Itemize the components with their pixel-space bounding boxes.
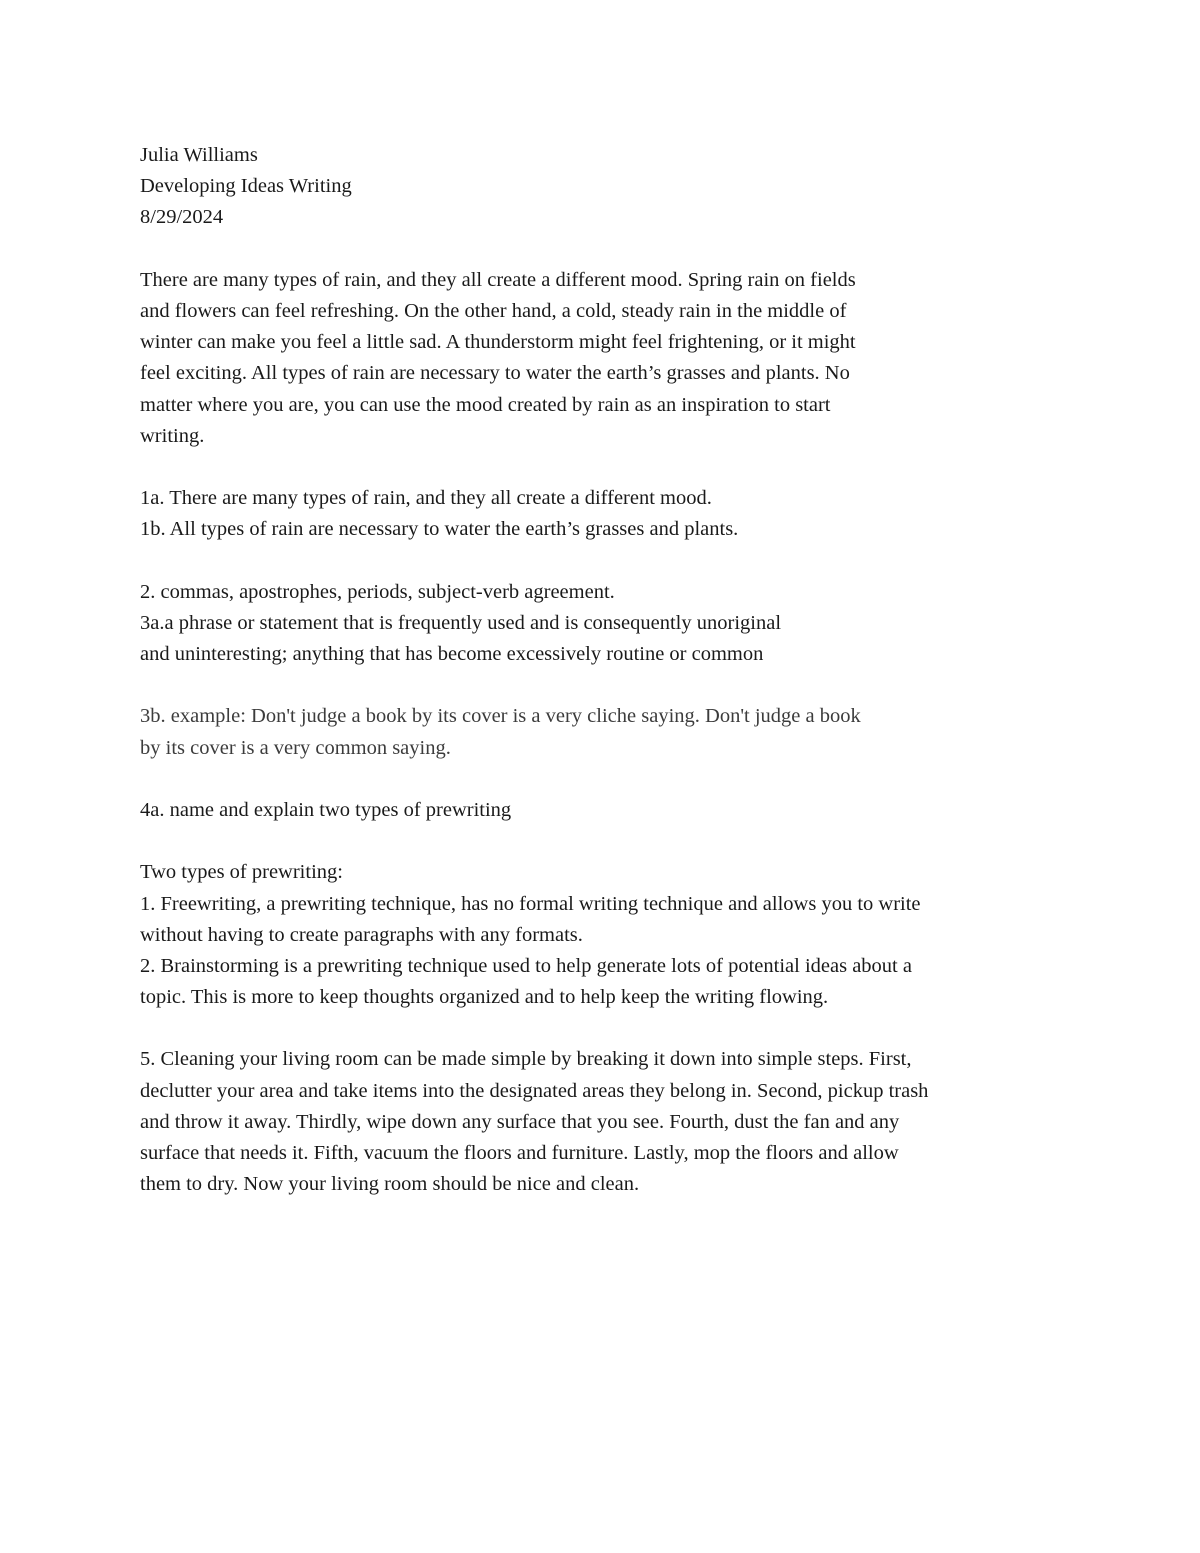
paragraph-line: winter can make you feel a little sad. A thunderstorm might feel frightening, or it might: [140, 331, 856, 354]
paragraph-line: There are many types of rain, and they all create a different mood. Spring rain on fields: [140, 268, 856, 291]
answer-1a: 1a. There are many types of rain, and they all create a different mood.: [140, 487, 712, 510]
prewriting-item: 1. Freewriting, a prewriting technique, has no formal writing technique and allows you to write: [140, 892, 921, 915]
spacer: [140, 234, 1070, 265]
answer-5-line: declutter your area and take items into the designated areas they belong in. Second, pickup trash: [140, 1079, 929, 1102]
course-title: Developing Ideas Writing: [140, 175, 352, 198]
answers-1: [140, 483, 1070, 545]
answer-5-line: them to dry. Now your living room should be nice and clean.: [140, 1173, 640, 1196]
paragraph-line: matter where you are, you can use the mood created by rain as an inspiration to start: [140, 393, 831, 416]
prewriting-item: topic. This is more to keep thoughts organized and to help keep the writing flowing.: [140, 986, 829, 1009]
answer-2: 2. commas, apostrophes, periods, subject-verb agreement.: [140, 580, 615, 603]
answer-3b: [140, 701, 1070, 763]
paragraph-line: and flowers can feel refreshing. On the other hand, a cold, steady rain in the middle of: [140, 299, 847, 322]
prewriting-item: without having to create paragraphs with any formats.: [140, 923, 583, 946]
answers-2-3a: [140, 577, 1070, 671]
spacer: [140, 764, 1070, 795]
answer-3a: 3a.a phrase or statement that is frequently used and is consequently unoriginal: [140, 611, 782, 634]
answer-4a: 4a. name and explain two types of prewriting: [140, 798, 512, 821]
spacer: [140, 545, 1070, 576]
prewriting-item: 2. Brainstorming is a prewriting technique used to help generate lots of potential ideas about a: [140, 954, 912, 977]
spacer: [140, 452, 1070, 483]
spacer: [140, 826, 1070, 857]
spacer: [140, 670, 1070, 701]
paragraph-line: writing.: [140, 424, 205, 447]
answer-3b-line: by its cover is a very common saying.: [140, 736, 451, 759]
document-date: 8/29/2024: [140, 206, 224, 229]
intro-paragraph: [140, 265, 1070, 452]
answer-5-line: and throw it away. Thirdly, wipe down any surface that you see. Fourth, dust the fan and any: [140, 1110, 900, 1133]
author-name: Julia Williams: [140, 144, 258, 166]
answer-3b-line: 3b. example: Don't judge a book by its cover is a very cliche saying. Don't judge a book: [140, 705, 861, 728]
spacer: [140, 1013, 1070, 1044]
prewriting-heading: Two types of prewriting:: [140, 861, 343, 884]
header-block: [140, 140, 1070, 234]
answer-3a-continued: and uninteresting; anything that has become excessively routine or common: [140, 643, 764, 665]
document-body: [140, 140, 1070, 1200]
prewriting-list: [140, 857, 1070, 1013]
paragraph-line: feel exciting. All types of rain are necessary to water the earth’s grasses and plants. No: [140, 362, 850, 385]
answer-1b: 1b. All types of rain are necessary to water the earth’s grasses and plants.: [140, 518, 739, 541]
answer-5: [140, 1044, 1070, 1200]
answer-5-line: 5. Cleaning your living room can be made simple by breaking it down into simple steps. First,: [140, 1048, 912, 1071]
answer-5-line: surface that needs it. Fifth, vacuum the floors and furniture. Lastly, mop the floors and allow: [140, 1142, 899, 1164]
